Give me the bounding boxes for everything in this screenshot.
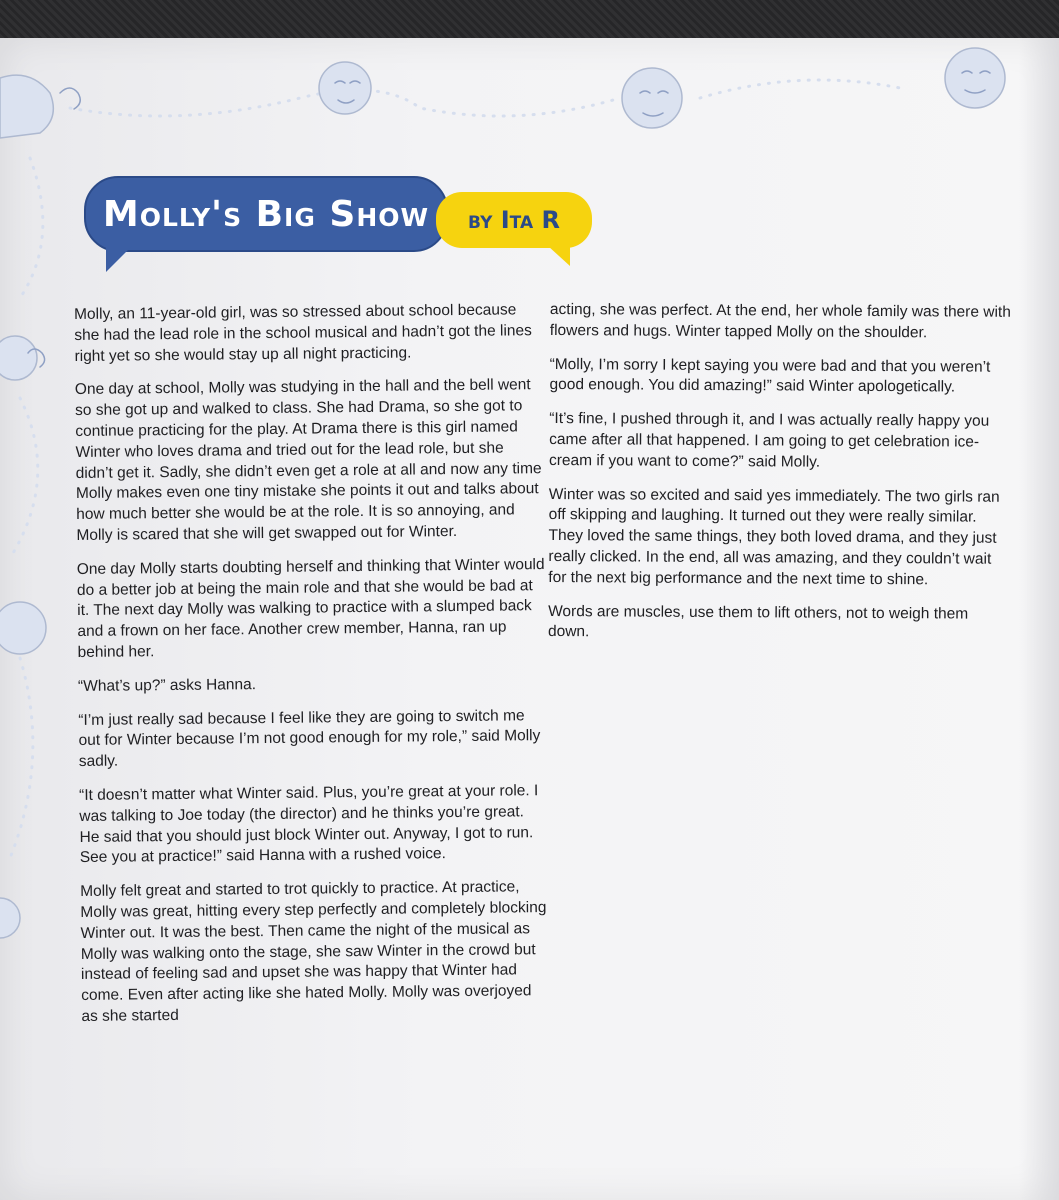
- title-speech-bubble: [84, 176, 448, 252]
- paragraph: acting, she was perfect. At the end, her whole family was there with flowers and hugs. Winter tapped Molly on the shoulder.: [549, 300, 1011, 342]
- moral-paragraph: Words are muscles, use them to lift others, not to weigh them down.: [547, 602, 969, 641]
- paragraph: One day at school, Molly was studying in the hall and the bell went so she got up and walked to class. She had Drama, so she got to continue practicing for the play. At Drama there is this girl named Winter who loves drama and tried out for the lead role, but she didn’t get it. Sadly, she didn’t even get a role at all and now any time Molly makes even one tiny mistake she points it out and talks about how much better she would be at the role. It is so annoying, and Molly is scared that she will get swapped out for Winter.: [74, 376, 542, 544]
- paragraph: One day Molly starts doubting herself and thinking that Winter would do a better job at being the main role and that she would be bad at it. The next day Molly was walking to practice with a slumped back and a frown on her face. Another crew member, Hanna, ran up behind her.: [76, 555, 545, 661]
- paragraph: “I’m just really sad because I feel like they are going to switch me out for Winter because I’m not good enough for my role,” said Molly sadly.: [78, 706, 541, 771]
- paragraph: “Molly, I’m sorry I kept saying you were bad and that you weren’t good enough. You did amazing!” said Winter apologetically.: [549, 355, 991, 396]
- paragraph: “It’s fine, I pushed through it, and I was actually really happy you came after all that happened. I am going to get celebration ice-cream if you want to come?” said Molly.: [548, 410, 990, 471]
- paragraph: Molly felt great and started to trot quickly to practice. At practice, Molly was great, hitting every step perfectly and completely blocking Winter out. It was the best. Then came the night of the musical as Molly was walking onto the stage, she saw Winter in the crowd but instead of feeling sad and upset she was happy that Winter had come. Even after acting like she hated Molly. Molly was overjoyed as she started: [80, 878, 547, 1025]
- right-text-column: [548, 300, 1012, 659]
- paragraph: Winter was so excited and said yes immediately. The two girls ran off skipping and laughing. It turned out they were really similar. They loved the same things, they both loved drama, and they just really clicked. In the end, all was amazing, and they couldn’t wait for the next big performance and the next time to shine.: [548, 485, 1000, 589]
- left-text-column: [74, 300, 550, 1041]
- story-byline: by Ita R: [468, 206, 560, 234]
- paragraph: “It doesn’t matter what Winter said. Plus, you’re great at your role. I was talking to Joe today (the director) and he thinks you’re great. He said that you should just block Winter out. Anyway, I got to run. See you at practice!” said Hanna with a rushed voice.: [79, 782, 539, 867]
- story-title-block: [84, 170, 604, 270]
- paragraph: Molly, an 11-year-old girl, was so stressed about school because she had the lead role in the school musical and hadn’t got the lines right yet so she would stay up all night practicing.: [74, 301, 532, 365]
- byline-speech-bubble: [436, 192, 592, 248]
- story-title: Molly's Big Show: [102, 193, 430, 235]
- paragraph: “What’s up?” asks Hanna.: [77, 675, 257, 695]
